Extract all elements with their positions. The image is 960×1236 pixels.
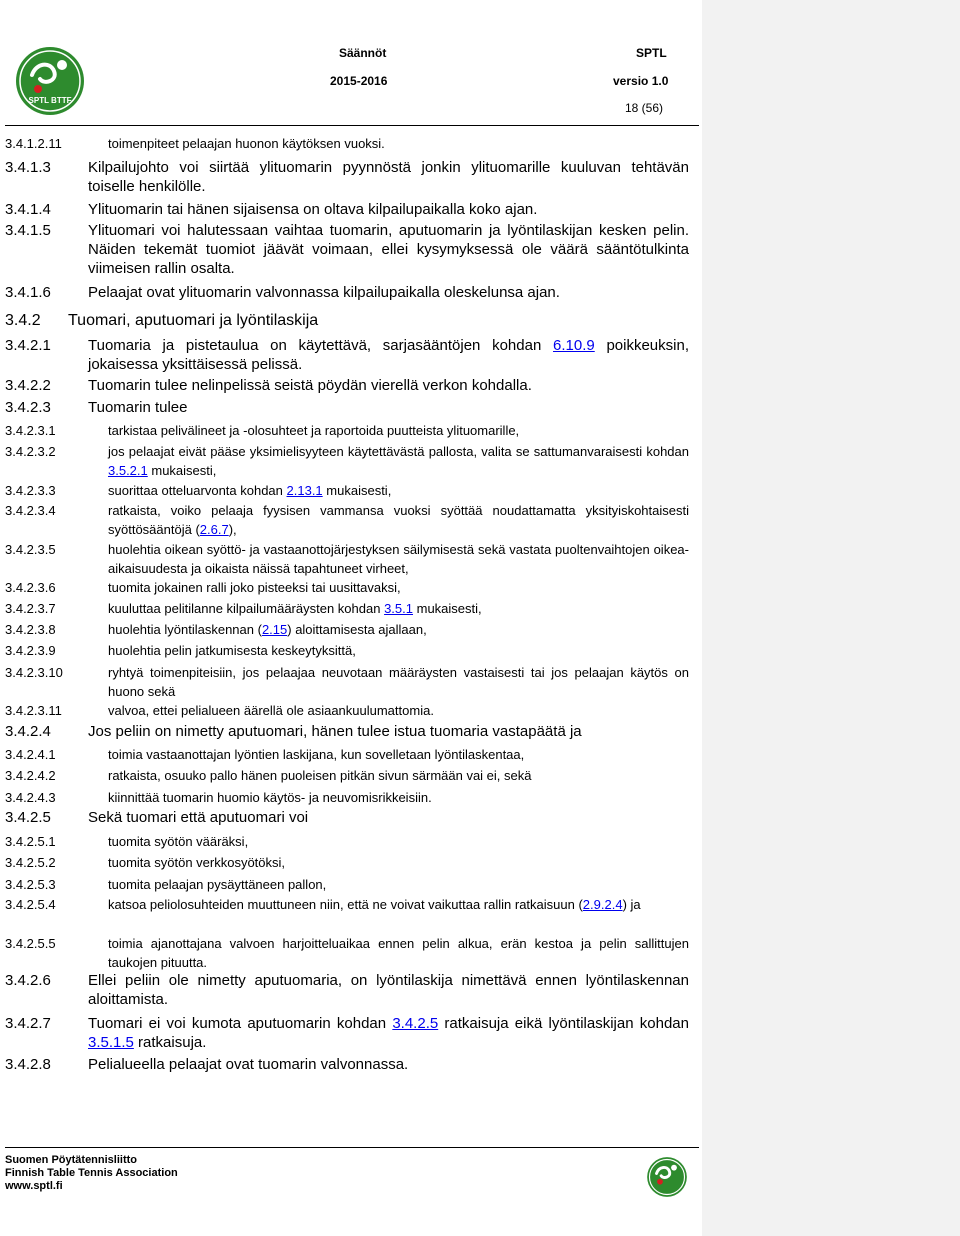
section-text: Kilpailujohto voi siirtää ylituomarin pyynnöstä jonkin ylituomarille kuuluvan tehtävän toiselle henkilölle. — [88, 159, 689, 195]
section-number: 3.4.1.4 — [5, 201, 51, 218]
section-reference-link[interactable]: 6.10.9 — [553, 337, 595, 354]
section-reference-link[interactable]: 3.5.1.5 — [88, 1034, 134, 1051]
footer-org-fi: Suomen Pöytätennisliitto — [5, 1154, 138, 1166]
doc-season: 2015-2016 — [330, 74, 388, 88]
section-number: 3.4.2.7 — [5, 1015, 51, 1032]
section-number: 3.4.2.5.2 — [5, 855, 56, 870]
section-number: 3.4.2.3.3 — [5, 483, 56, 498]
footer-website[interactable]: www.sptl.fi — [5, 1180, 63, 1192]
section-text: huolehtia pelin jatkumisesta keskeytyksittä, — [108, 643, 356, 658]
section-text: Tuomari ei voi kumota aputuomarin kohdan 3.4.2.5 ratkaisuja eikä lyöntilaskijan kohdan 3.5.1.5 ratkaisuja. — [88, 1015, 689, 1051]
section-number: 3.4.2.3.7 — [5, 601, 56, 616]
logo-text: SPTL BTTF — [28, 96, 72, 105]
section-text: Sekä tuomari että aputuomari voi — [88, 809, 309, 826]
section-reference-link[interactable]: 2.9.2.4 — [582, 897, 623, 912]
section-number: 3.4.1.2.11 — [5, 136, 62, 151]
section-number: 3.4.2.3.11 — [5, 703, 62, 718]
sptl-logo — [14, 45, 86, 117]
section-text: Jos peliin on nimetty aputuomari, hänen tulee istua tuomaria vastapäätä ja — [88, 723, 582, 740]
section-reference-link[interactable]: 3.5.2.1 — [108, 463, 148, 478]
section-number: 3.4.2.5.3 — [5, 877, 56, 892]
comment-margin — [702, 0, 960, 1236]
section-text: Tuomarin tulee nelinpelissä seistä pöydän vierellä verkon kohdalla. — [88, 377, 532, 394]
section-text: toimia vastaanottajan lyöntien laskijana, kun sovelletaan lyöntilaskentaa, — [108, 747, 525, 762]
section-text: ryhtyä toimenpiteisiin, jos pelaajaa neuvotaan määräysten vastaisesti tai jos pelaajan käytös on huono sekä — [108, 665, 689, 699]
section-text: Pelaajat ovat ylituomarin valvonnassa kilpailupaikalla oleskelunsa ajan. — [88, 284, 560, 301]
section-number: 3.4.2.3.4 — [5, 503, 56, 518]
section-number: 3.4.2.4.2 — [5, 768, 56, 783]
section-number: 3.4.2.3.2 — [5, 444, 56, 459]
section-text: Ellei peliin ole nimetty aputuomaria, on lyöntilaskija nimettävä ennen lyöntilaskennan aloittamista. — [88, 972, 689, 1008]
section-text: tuomita pelaajan pysäyttäneen pallon, — [108, 877, 327, 892]
section-number: 3.4.2.5.1 — [5, 834, 56, 849]
section-number: 3.4.2.8 — [5, 1056, 51, 1073]
section-number: 3.4.2 — [5, 312, 41, 329]
section-number: 3.4.2.3.8 — [5, 622, 56, 637]
section-text: Ylituomarin tai hänen sijaisensa on oltava kilpailupaikalla koko ajan. — [88, 201, 538, 218]
section-number: 3.4.2.3.9 — [5, 643, 56, 658]
section-text: kiinnittää tuomarin huomio käytös- ja neuvomisrikkeisiin. — [108, 790, 432, 805]
section-number: 3.4.2.3.5 — [5, 542, 56, 557]
section-number: 3.4.2.3 — [5, 399, 51, 416]
section-text: tuomita jokainen ralli joko pisteeksi tai uusittavaksi, — [108, 580, 401, 595]
section-text: Tuomarin tulee — [88, 399, 188, 416]
section-number: 3.4.2.4.1 — [5, 747, 56, 762]
section-number: 3.4.2.4.3 — [5, 790, 56, 805]
section-number: 3.4.1.3 — [5, 159, 51, 176]
section-number: 3.4.2.5.4 — [5, 897, 56, 912]
section-text: Tuomaria ja pistetaulua on käytettävä, sarjasääntöjen kohdan 6.10.9 poikkeuksin, jokaisessa yksittäisessä pelissä. — [88, 337, 689, 373]
section-number: 3.4.2.2 — [5, 377, 51, 394]
section-number: 3.4.2.5.5 — [5, 936, 56, 951]
section-reference-link[interactable]: 2.15 — [261, 622, 288, 637]
section-text: tuomita syötön verkkosyötöksi, — [108, 855, 286, 870]
section-number: 3.4.2.3.10 — [5, 665, 63, 680]
doc-title: Säännöt — [339, 46, 387, 60]
section-text: huolehtia lyöntilaskennan (2.15) aloittamisesta ajallaan, — [108, 622, 427, 637]
section-text: kuuluttaa pelitilanne kilpailumääräysten kohdan 3.5.1 mukaisesti, — [108, 601, 482, 616]
section-text: Tuomari, aputuomari ja lyöntilaskija — [68, 312, 319, 329]
doc-version: versio 1.0 — [613, 74, 669, 88]
section-text: tuomita syötön vääräksi, — [108, 834, 249, 849]
section-number: 3.4.2.3.6 — [5, 580, 56, 595]
section-number: 3.4.2.1 — [5, 337, 51, 354]
section-text: Pelialueella pelaajat ovat tuomarin valvonnassa. — [88, 1056, 409, 1073]
section-number: 3.4.2.3.1 — [5, 423, 56, 438]
section-number: 3.4.2.6 — [5, 972, 51, 989]
header-rule — [5, 125, 699, 126]
section-reference-link[interactable]: 3.5.1 — [384, 601, 413, 616]
page-number: 18 (56) — [625, 101, 664, 115]
section-text: ratkaista, voiko pelaaja fyysisen vammansa vuoksi syöttää noudattamatta yksityiskohtaisesti syöttösääntöjä (2.6.7), — [108, 503, 689, 537]
section-text: katsoa peliolosuhteiden muuttuneen niin, että ne voivat vaikuttaa rallin ratkaisuun (2.9.2.4) ja — [108, 897, 641, 912]
section-reference-link[interactable]: 2.6.7 — [199, 522, 229, 537]
footer-rule — [5, 1147, 699, 1148]
section-number: 3.4.2.4 — [5, 723, 51, 740]
section-reference-link[interactable]: 3.4.2.5 — [392, 1015, 439, 1032]
section-reference-link[interactable]: 2.13.1 — [286, 483, 323, 498]
section-text: Ylituomari voi halutessaan vaihtaa tuomarin, aputuomarin ja lyöntilaskijan kesken pelin. Näiden tekemät tuomiot jäävät voimaan, ellei kysymyksessä ole väärä sääntötulkinta viimeisen rallin osalta. — [88, 222, 689, 277]
section-text: jos pelaajat eivät pääse yksimielisyyteen käytettävästä pallosta, valita se sattumanvaraisesti kohdan 3.5.2.1 mukaisesti, — [108, 444, 689, 478]
footer-org-en: Finnish Table Tennis Association — [5, 1167, 178, 1179]
section-text: huolehtia oikean syöttö- ja vastaanottojärjestyksen säilymisestä sekä vastata puoltenvaihtojen oikea-aikaisuudesta ja oikaista näissä tapahtuneet virheet, — [108, 542, 689, 576]
section-text: suorittaa otteluarvonta kohdan 2.13.1 mukaisesti, — [108, 483, 392, 498]
section-number: 3.4.1.5 — [5, 222, 51, 239]
section-text: ratkaista, osuuko pallo hänen puoleisen pitkän sivun särmään vai ei, sekä — [108, 768, 532, 783]
doc-org: SPTL — [636, 46, 667, 60]
section-text: tarkistaa pelivälineet ja -olosuhteet ja raportoida puutteista ylituomarille, — [108, 423, 520, 438]
section-number: 3.4.2.5 — [5, 809, 51, 826]
sptl-footer-logo — [646, 1156, 688, 1198]
section-text: toimia ajanottajana valvoen harjoitteluaikaa ennen pelin alkua, erän kestoa ja pelin sallittujen taukojen pituutta. — [108, 936, 689, 970]
section-text: toimenpiteet pelaajan huonon käytöksen vuoksi. — [108, 136, 385, 151]
section-number: 3.4.1.6 — [5, 284, 51, 301]
section-text: valvoa, ettei pelialueen äärellä ole asiaankuulumattomia. — [108, 703, 434, 718]
